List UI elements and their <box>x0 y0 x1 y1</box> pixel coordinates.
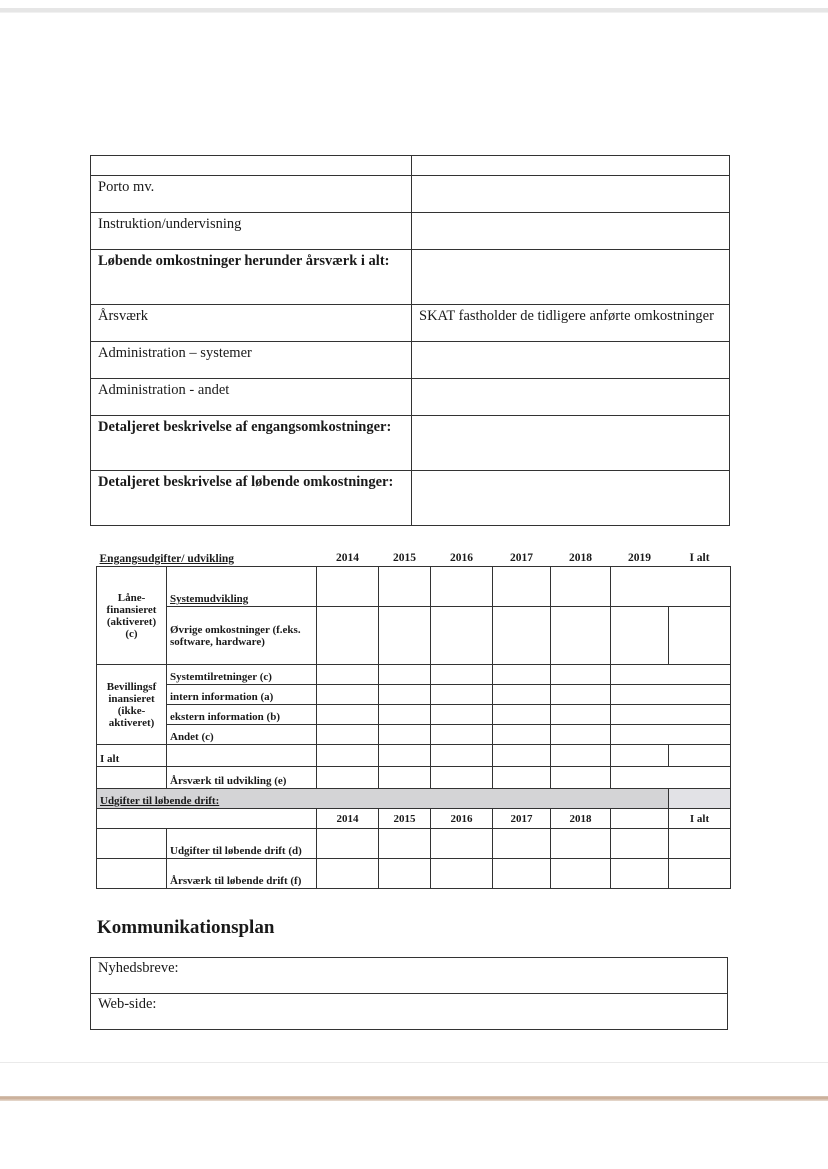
cell <box>551 767 611 789</box>
cell <box>431 829 493 859</box>
cell <box>431 665 493 685</box>
row-label-udgifter-drift: Udgifter til løbende drift (d) <box>167 829 317 859</box>
cell <box>317 705 379 725</box>
cost-value <box>412 213 730 250</box>
budget-header-title: Engangsudgifter/ udvikling <box>99 553 235 565</box>
drift-title: Udgifter til løbende drift: <box>97 789 669 809</box>
row-label-ekstern: ekstern information (b) <box>167 705 317 725</box>
drift-year: 2018 <box>551 809 611 829</box>
cell <box>317 829 379 859</box>
top-border-shadow <box>0 12 828 13</box>
cell <box>493 665 551 685</box>
cell <box>551 665 611 685</box>
komm-row-webside: Web-side: <box>91 994 728 1030</box>
cell <box>669 859 731 889</box>
cost-label-adm-andet: Administration - andet <box>91 379 412 416</box>
cell <box>611 725 731 745</box>
cell <box>97 767 167 789</box>
page-bottom-border <box>0 1062 828 1063</box>
cell <box>611 767 731 789</box>
cell <box>317 745 379 767</box>
row-label-andet: Andet (c) <box>167 725 317 745</box>
cell <box>611 705 731 725</box>
cell <box>317 567 379 607</box>
cell <box>551 567 611 607</box>
cell <box>431 705 493 725</box>
cell <box>431 685 493 705</box>
cell <box>611 859 669 889</box>
cell <box>669 607 731 665</box>
row-label-systemudvikling: Systemudvikling <box>167 567 317 607</box>
cell <box>431 745 493 767</box>
cell <box>611 809 669 829</box>
cell <box>493 745 551 767</box>
row-label-systemtilretninger: Systemtilretninger (c) <box>167 665 317 685</box>
cell <box>611 829 669 859</box>
cell <box>611 665 731 685</box>
cell <box>379 665 431 685</box>
cell <box>611 567 731 607</box>
cell <box>493 685 551 705</box>
group-loanfinanced: Låne-finansieret (aktiveret) (c) <box>97 567 167 665</box>
cell <box>611 685 731 705</box>
year-header: 2017 <box>510 552 533 564</box>
cost-value-aarsvaerk: SKAT fastholder de tidligere anførte omkostninger <box>412 305 730 342</box>
cost-value <box>412 250 730 305</box>
footer-stripe <box>0 1096 828 1101</box>
cell <box>551 705 611 725</box>
row-label-aarsvaerk-udvikling: Årsværk til udvikling (e) <box>167 767 317 789</box>
cost-label-loebende-beskr: Detaljeret beskrivelse af løbende omkostninger: <box>91 471 412 526</box>
cell <box>493 607 551 665</box>
cell <box>669 829 731 859</box>
row-label-ialt: I alt <box>97 745 167 767</box>
cost-label-porto: Porto mv. <box>91 176 412 213</box>
cell <box>379 829 431 859</box>
cell <box>317 725 379 745</box>
cell <box>379 705 431 725</box>
cell <box>379 767 431 789</box>
drift-year: 2014 <box>317 809 379 829</box>
budget-table <box>96 550 731 889</box>
cell <box>431 859 493 889</box>
cell <box>379 567 431 607</box>
cost-value <box>412 416 730 471</box>
cell <box>493 725 551 745</box>
cell <box>379 745 431 767</box>
cell <box>431 767 493 789</box>
cost-label-aarsvaerk: Årsværk <box>91 305 412 342</box>
cell <box>379 859 431 889</box>
cost-label-instruktion: Instruktion/undervisning <box>91 213 412 250</box>
cell <box>493 859 551 889</box>
drift-year: 2016 <box>431 809 493 829</box>
budget-table-wrap <box>96 550 730 889</box>
cell <box>493 567 551 607</box>
drift-year: 2017 <box>493 809 551 829</box>
cost-label-blank <box>91 156 412 176</box>
cell <box>97 809 317 829</box>
cost-value <box>412 156 730 176</box>
drift-total: I alt <box>669 809 731 829</box>
cell <box>317 859 379 889</box>
cell <box>431 567 493 607</box>
cell <box>379 725 431 745</box>
row-label-intern: intern information (a) <box>167 685 317 705</box>
year-header: 2014 <box>336 552 359 564</box>
cell <box>611 607 669 665</box>
cell <box>551 745 611 767</box>
drift-year: 2015 <box>379 809 431 829</box>
cost-label-engangs: Detaljeret beskrivelse af engangsomkostninger: <box>91 416 412 471</box>
cell <box>611 745 669 767</box>
cell <box>97 829 167 859</box>
cell <box>669 745 731 767</box>
cost-value <box>412 176 730 213</box>
section-title-kommunikationsplan: Kommunikationsplan <box>97 917 275 938</box>
cell <box>317 607 379 665</box>
total-header: I alt <box>689 552 710 564</box>
year-header: 2018 <box>569 552 592 564</box>
row-label-aarsvaerk-drift: Årsværk til løbende drift (f) <box>167 859 317 889</box>
cell <box>551 607 611 665</box>
komm-row-nyhedsbreve: Nyhedsbreve: <box>91 958 728 994</box>
year-header: 2015 <box>393 552 416 564</box>
cell <box>317 685 379 705</box>
cell <box>551 859 611 889</box>
cell <box>551 685 611 705</box>
cost-value <box>412 342 730 379</box>
cell <box>379 685 431 705</box>
cell <box>317 767 379 789</box>
cell <box>97 859 167 889</box>
row-label-oevrige: Øvrige omkostninger (f.eks. software, hardware) <box>167 607 317 665</box>
cell <box>317 665 379 685</box>
cell <box>669 789 731 809</box>
cell <box>167 745 317 767</box>
cost-label-adm-systemer: Administration – systemer <box>91 342 412 379</box>
komm-table <box>90 957 728 1030</box>
year-header: 2019 <box>628 552 651 564</box>
cell <box>551 725 611 745</box>
cost-value <box>412 471 730 526</box>
cell <box>493 767 551 789</box>
cell <box>431 725 493 745</box>
cell <box>379 607 431 665</box>
cell <box>493 705 551 725</box>
cost-table <box>90 155 730 526</box>
cost-value <box>412 379 730 416</box>
cell <box>493 829 551 859</box>
group-bevillingsfinansieret: Bevillingsf inansieret (ikke-aktiveret) <box>97 665 167 745</box>
year-header: 2016 <box>450 552 473 564</box>
cell <box>431 607 493 665</box>
cell <box>551 829 611 859</box>
cost-label-loebende: Løbende omkostninger herunder årsværk i alt: <box>91 250 412 305</box>
